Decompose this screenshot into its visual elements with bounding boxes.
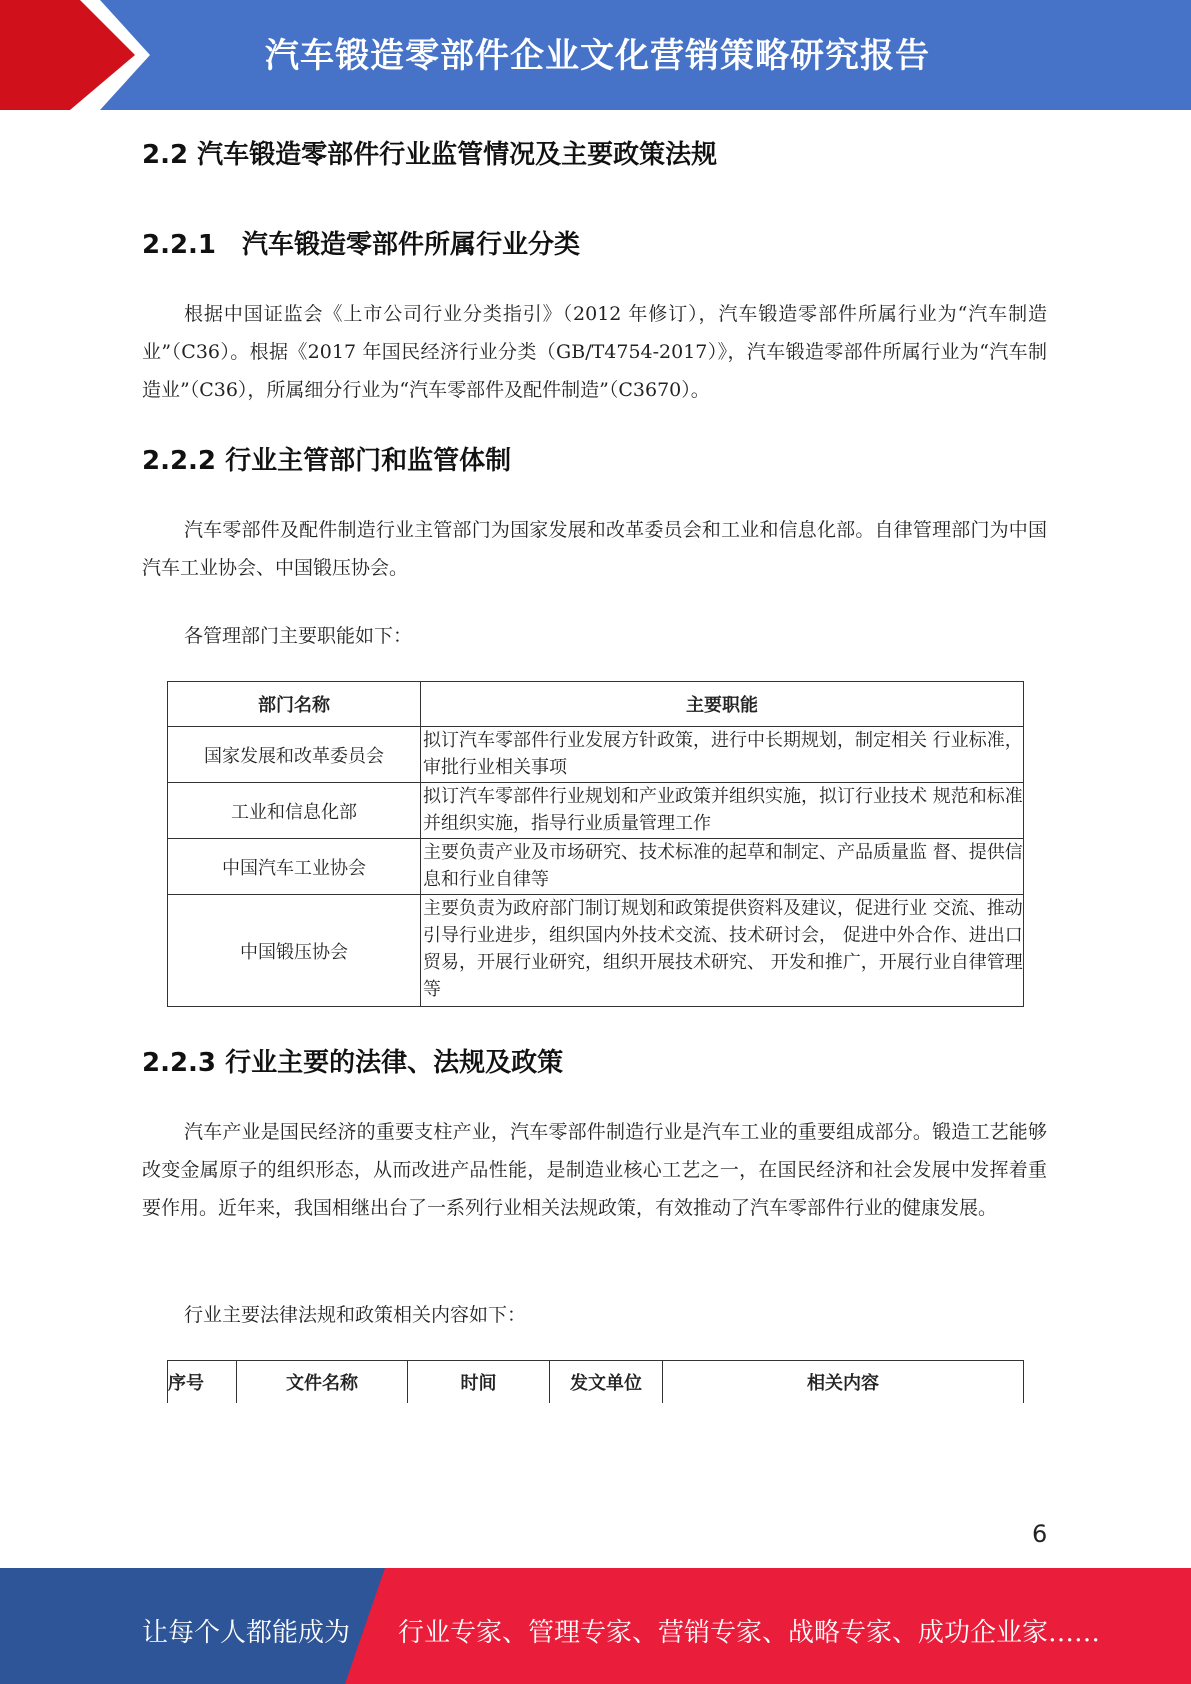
department-cell: 中国锻压协会 — [168, 895, 421, 1007]
footer-slogan-left: 让每个人都能成为 — [142, 1618, 351, 1648]
function-cell: 主要负责为政府部门制订规划和政策提供资料及建议，促进行业 交流、推动引导行业进步，组织国内外技术交流、技术研讨会， 促进中外合作、进出口贸易，开展行业研究，组织开展技术研究、 开发和推广，开展行业自律管理等 — [421, 895, 1024, 1007]
table-row — [168, 895, 1024, 1007]
laws-policies-table — [167, 1360, 1024, 1403]
table-header-row — [168, 1361, 1024, 1404]
column-header-content: 相关内容 — [663, 1361, 1024, 1404]
function-cell-wrapper — [421, 783, 1024, 839]
section-heading-2-2-2: 2.2.2 行业主管部门和监管体制 — [142, 446, 512, 476]
column-header-date: 时间 — [408, 1361, 550, 1404]
paragraph-industry-classification: 根据中国证监会《上市公司行业分类指引》（2012 年修订），汽车锻造零部件所属行业为“汽车制造业”（C36）。根据《2017 年国民经济行业分类（GB/T4754-2017）》，汽车锻造零部件所属行业为“汽车制造业”（C36），所属细分行业为“汽车零部件及配件制造”（C3670）。 — [142, 303, 1047, 401]
table-row — [168, 727, 1024, 783]
function-cell: 主要负责产业及市场研究、技术标准的起草和制定、产品质量监 督、提供信息和行业自律等 — [423, 842, 1023, 890]
column-header-index: 序号 — [168, 1361, 237, 1404]
paragraph-laws-intro: 行业主要法律法规和政策相关内容如下： — [184, 1304, 527, 1326]
page-number: 6 — [1032, 1520, 1048, 1548]
table-row — [168, 839, 1024, 895]
header-chevron-red — [0, 0, 140, 110]
function-cell-wrapper — [421, 839, 1024, 895]
section-heading-2-2: 2.2 汽车锻造零部件行业监管情况及主要政策法规 — [142, 140, 718, 170]
function-cell: 拟订汽车零部件行业发展方针政策，进行中长期规划，制定相关 行业标准，审批行业相关事项 — [423, 730, 1023, 778]
paragraph-regulators: 汽车零部件及配件制造行业主管部门为国家发展和改革委员会和工业和信息化部。自律管理部门为中国汽车工业协会、中国锻压协会。 — [142, 519, 1047, 579]
column-header-department: 部门名称 — [168, 682, 421, 727]
column-header-functions: 主要职能 — [421, 682, 1024, 727]
column-header-issuer: 发文单位 — [550, 1361, 663, 1404]
footer-slogan-right: 行业专家、管理专家、营销专家、战略专家、成功企业家…… — [398, 1618, 1101, 1648]
function-cell: 拟订汽车零部件行业规划和产业政策并组织实施，拟订行业技术 规范和标准并组织实施，指导行业质量管理工作 — [423, 786, 1023, 834]
department-cell: 国家发展和改革委员会 — [168, 727, 421, 783]
header-banner — [0, 0, 1191, 110]
department-cell: 工业和信息化部 — [168, 783, 421, 839]
report-title: 汽车锻造零部件企业文化营销策略研究报告 — [265, 36, 930, 76]
table-row — [168, 783, 1024, 839]
footer-banner — [0, 1568, 1191, 1684]
section-heading-2-2-1: 2.2.1 汽车锻造零部件所属行业分类 — [142, 230, 581, 260]
department-functions-table — [167, 681, 1024, 1007]
paragraph-laws-overview: 汽车产业是国民经济的重要支柱产业，汽车零部件制造行业是汽车工业的重要组成部分。锻造工艺能够改变金属原子的组织形态，从而改进产品性能，是制造业核心工艺之一，在国民经济和社会发展中发挥着重要作用。近年来，我国相继出台了一系列行业相关法规政策，有效推动了汽车零部件行业的健康发展。 — [142, 1121, 1047, 1219]
function-cell-wrapper — [421, 727, 1024, 783]
department-cell: 中国汽车工业协会 — [168, 839, 421, 895]
paragraph-functions-intro: 各管理部门主要职能如下： — [184, 625, 413, 647]
column-header-document-name: 文件名称 — [237, 1361, 408, 1404]
section-heading-2-2-3: 2.2.3 行业主要的法律、法规及政策 — [142, 1048, 564, 1078]
table-header-row — [168, 682, 1024, 727]
